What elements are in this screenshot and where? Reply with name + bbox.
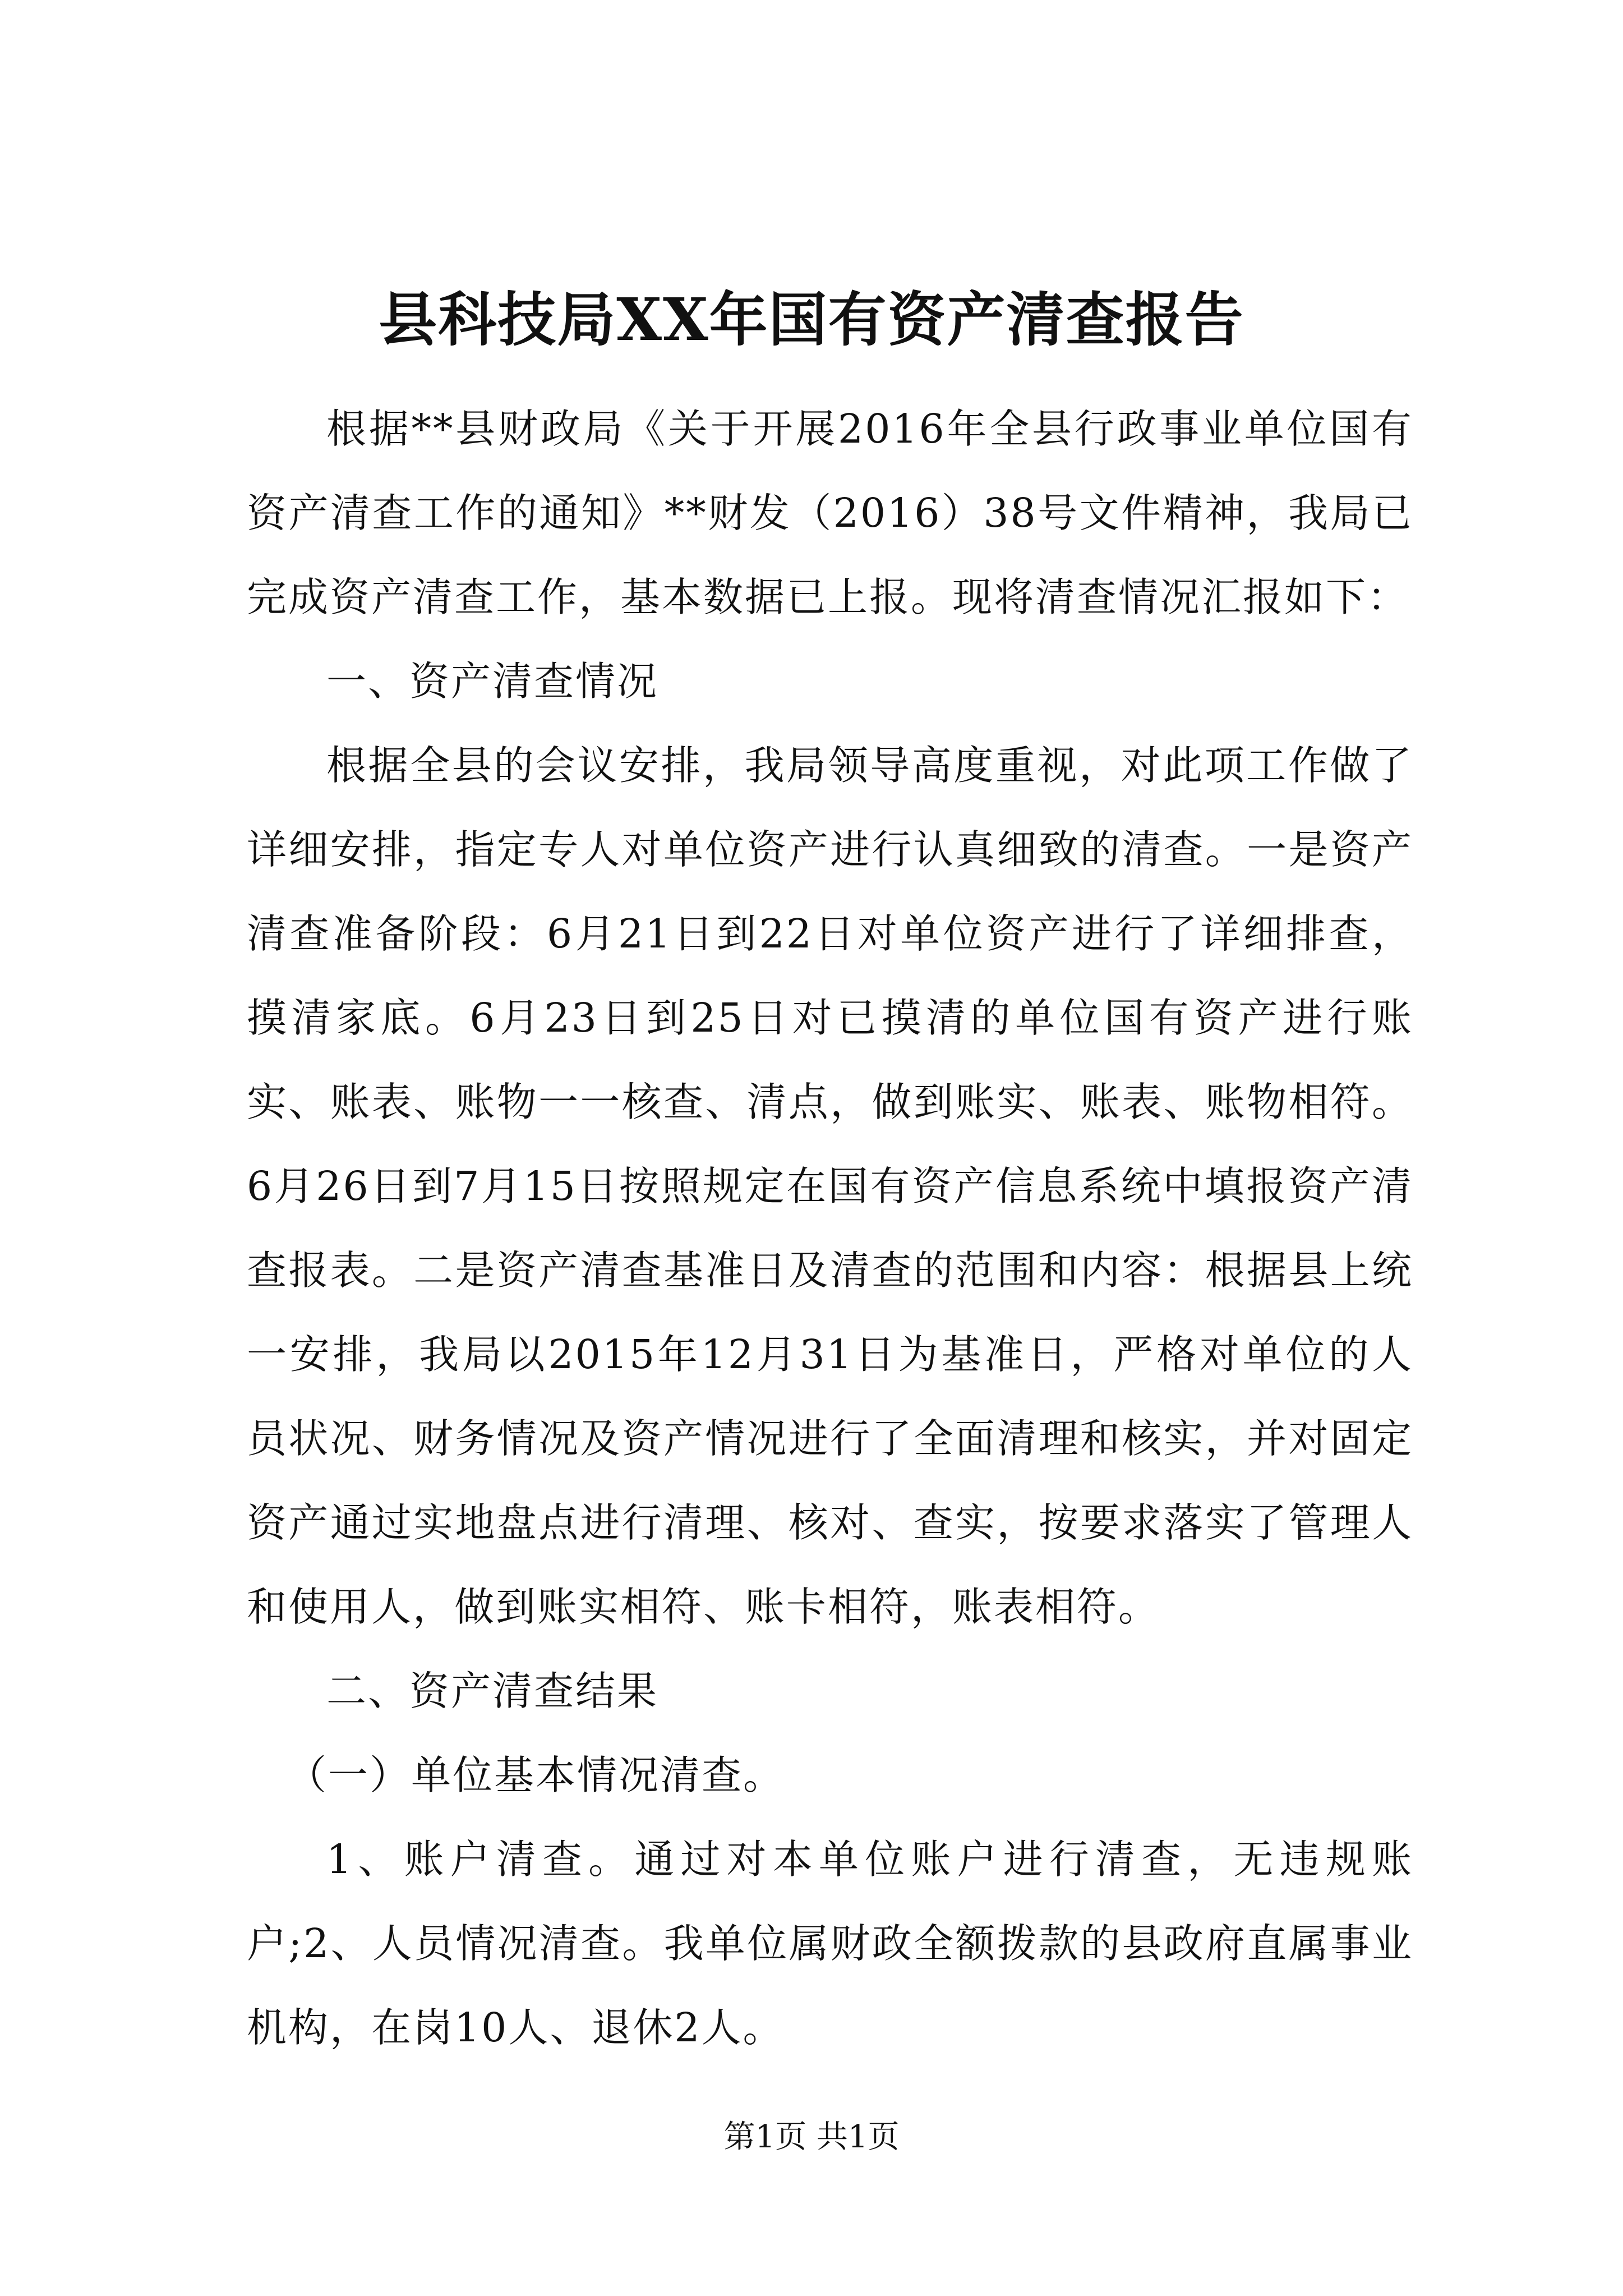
document-title: 县科技局XX年国有资产清查报告 [379, 285, 1244, 354]
subsection-1-paragraph: 1、账户清查。通过对本单位账户进行清查，无违规账户;2、人员情况清查。我单位属财政全额拨款的县政府直属事业机构，在岗10人、退休2人。 [247, 1836, 1413, 2051]
section-heading-2: 二、资产清查结果 [326, 1668, 659, 1714]
document-body [247, 387, 1413, 2070]
intro-paragraph: 根据**县财政局《关于开展2016年全县行政事业单位国有资产清查工作的通知》**财发（2016）38号文件精神，我局已完成资产清查工作，基本数据已上报。现将清查情况汇报如下： [247, 406, 1413, 620]
section-1-paragraph: 根据全县的会议安排，我局领导高度重视，对此项工作做了详细安排，指定专人对单位资产进行认真细致的清查。一是资产清查准备阶段：6月21日到22日对单位资产进行了详细排查，摸清家底。6月23日到25日对已摸清的单位国有资产进行账实、账表、账物一一核查、清点，做到账实、账表、账物相符。6月26日到7月15日按照规定在国有资产信息系统中填报资产清查报表。二是资产清查基准日及清查的范围和内容：根据县上统一安排，我局以2015年12月31日为基准日，严格对单位的人员状况、财务情况及资产情况进行了全面清理和核实，并对固定资产通过实地盘点进行清理、核对、查实，按要求落实了管理人和使用人，做到账实相符、账卡相符，账表相符。 [247, 742, 1413, 1630]
page-footer: 第1页 共1页 [723, 2119, 900, 2155]
subsection-heading-1: （一）单位基本情况清查。 [287, 1752, 785, 1798]
section-heading-1: 一、资产清查情况 [326, 658, 659, 705]
